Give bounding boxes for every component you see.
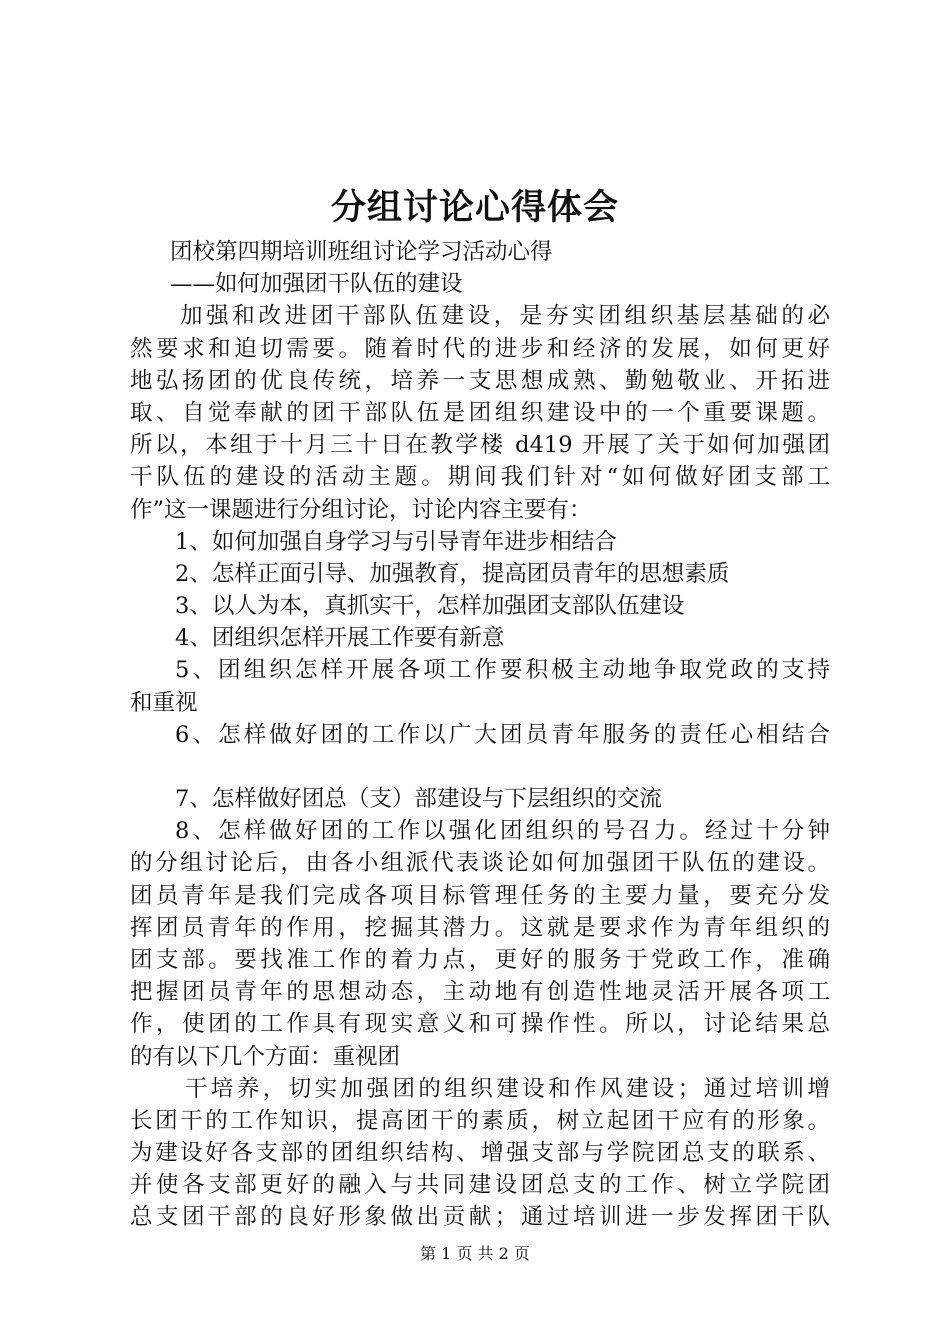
paragraph-line: 为建设好各支部的团组织结构、增强支部与学院团总支的联系、: [130, 1140, 830, 1167]
paragraph-line: 的分组讨论后，由各小组派代表谈论如何加强团干队伍的建设。: [130, 850, 830, 877]
page-footer: 第 1 页 共 2 页: [420, 1244, 530, 1263]
subtitle-line-2: ——如何加强团干队伍的建设: [170, 271, 463, 298]
paragraph-line: 作，使团的工作具有现实意义和可操作性。所以，讨论结果总: [130, 1011, 830, 1038]
list-item: 3、以人为本，真抓实干，怎样加强团支部队伍建设: [175, 593, 685, 620]
document-title: 分组讨论心得体会: [330, 187, 619, 228]
paragraph-line: 干培养，切实加强团的组织建设和作风建设；通过培训增: [185, 1075, 830, 1102]
paragraph-line: 干队伍的建设的活动主题。期间我们针对“如何做好团支部工: [130, 464, 830, 491]
paragraph-line: 长团干的工作知识，提高团干的素质，树立起团干应有的形象。: [130, 1107, 830, 1134]
list-item: 8、怎样做好团的工作以强化团组织的号召力。经过十分钟: [175, 818, 830, 845]
paragraph-line: 挥团员青年的作用，挖掘其潜力。这就是要求作为青年组织的: [130, 914, 830, 941]
list-item: 7、怎样做好团总（支）部建设与下层组织的交流: [175, 786, 662, 812]
paragraph-line: 取、自觉奉献的团干部队伍是团组织建设中的一个重要课题。: [130, 399, 830, 426]
list-item: 6、怎样做好团的工作以广大团员青年服务的责任心相结合: [175, 721, 830, 748]
paragraph-line: 的有以下几个方面：重视团: [130, 1043, 401, 1070]
list-item: 1、如何加强自身学习与引导青年进步相结合: [175, 528, 617, 555]
paragraph-line: 作”这一课题进行分组讨论，讨论内容主要有：: [130, 496, 592, 523]
blank-line: [130, 751, 830, 783]
paragraph-line: 并使各支部更好的融入与共同建设团总支的工作、树立学院团: [130, 1172, 830, 1199]
list-item: 2、怎样正面引导、加强教育，提高团员青年的思想素质: [175, 560, 730, 587]
paragraph-line: 所以，本组于十月三十日在教学楼 d419 开展了关于如何加强团: [130, 432, 830, 459]
paragraph-line: 加强和改进团干部队伍建设，是夯实团组织基层基础的必: [180, 303, 830, 330]
list-item: 4、团组织怎样开展工作要有新意: [175, 625, 505, 652]
subtitle-line: 团校第四期培训班组讨论学习活动心得: [170, 239, 553, 265]
list-item: 5、团组织怎样开展各项工作要积极主动地争取党政的支持: [175, 657, 830, 684]
paragraph-line: 团员青年是我们完成各项目标管理任务的主要力量，要充分发: [130, 882, 830, 909]
list-item-continued: 和重视: [130, 689, 198, 716]
paragraph-line: 总支团干部的良好形象做出贡献；通过培训进一步发挥团干队: [130, 1204, 830, 1231]
paragraph-line: 团支部。要找准工作的着力点，更好的服务于党政工作，准确: [130, 946, 830, 973]
paragraph-line: 把握团员青年的思想动态，主动地有创造性地灵活开展各项工: [130, 979, 830, 1006]
document-body: [130, 236, 830, 1234]
paragraph-line: 然要求和迫切需要。随着时代的进步和经济的发展，如何更好: [130, 335, 830, 362]
paragraph-line: 地弘扬团的优良传统，培养一支思想成熟、勤勉敬业、开拓进: [130, 367, 830, 394]
